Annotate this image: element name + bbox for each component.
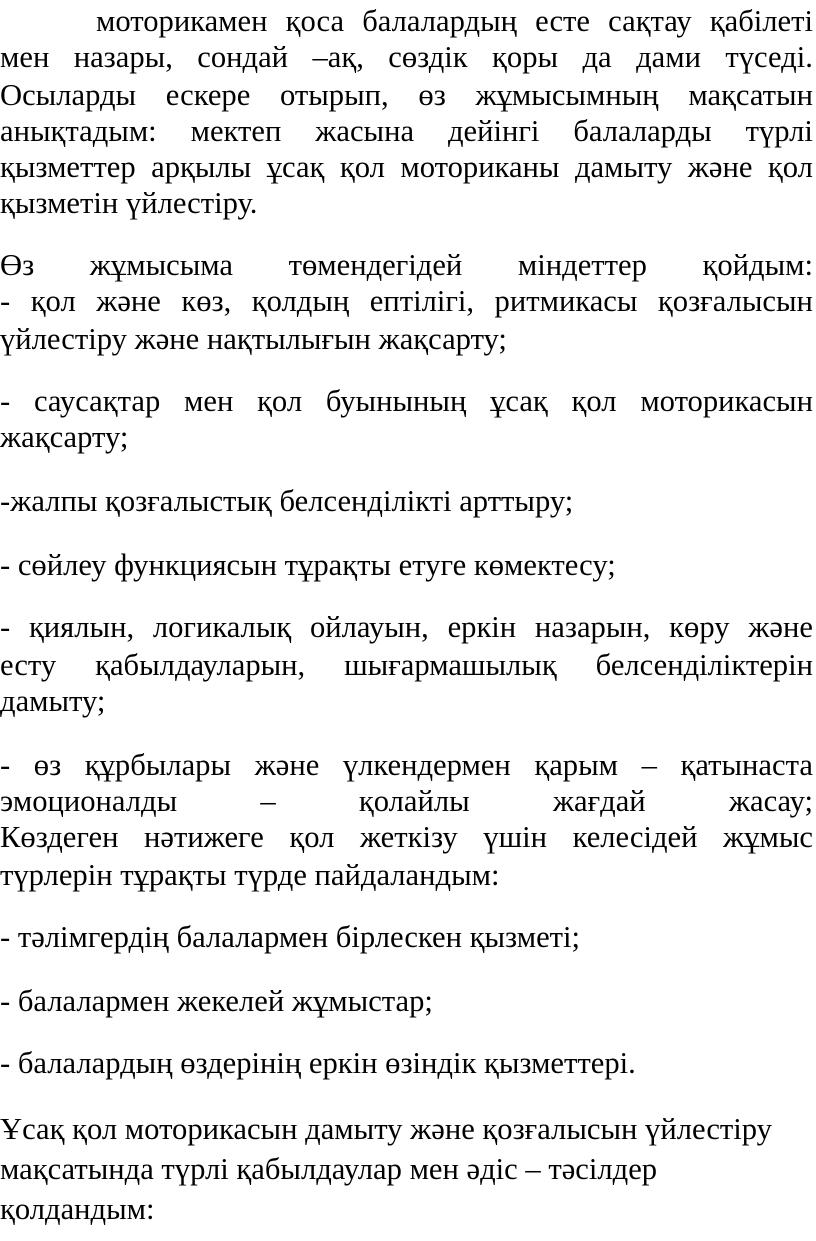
word: моторикамен — [96, 4, 268, 38]
word: есте — [535, 4, 591, 38]
word: – — [260, 784, 276, 818]
word: жасына — [315, 114, 415, 148]
word: міндеттер — [517, 248, 647, 282]
word: және — [687, 150, 753, 184]
word: да — [582, 40, 612, 74]
word: арқылы — [151, 150, 252, 184]
word: Осыларды — [0, 78, 137, 112]
word: және — [96, 284, 161, 318]
word: қол — [571, 384, 617, 418]
word: қабілеті — [709, 4, 813, 38]
word: өз — [33, 748, 62, 782]
paragraph-11-line-3: қолдандым: — [0, 1192, 155, 1226]
paragraph-8: - тәлімгердің балалармен бірлескен қызметі; — [0, 920, 581, 954]
word: қойдым: — [702, 248, 813, 282]
word: жұмыс — [723, 820, 813, 854]
word: балалардың — [362, 4, 517, 38]
word: көз, — [181, 284, 232, 318]
word: және — [254, 748, 320, 782]
word: ұсақ — [490, 384, 548, 418]
word: қолдың — [251, 284, 350, 318]
paragraph-2-line-1 — [0, 248, 813, 284]
paragraph-1-line-5 — [0, 150, 813, 186]
word: ұсақ — [266, 150, 325, 184]
paragraph-6-line-2 — [0, 648, 813, 684]
word: қол — [289, 820, 335, 854]
paragraph-6-line-1 — [0, 610, 813, 646]
word: саусақтар — [33, 384, 161, 418]
paragraph-10: - балалардың өздерінің еркін өзіндік қызметтері. — [0, 1046, 636, 1080]
word: сондай — [197, 40, 289, 74]
word: құрбылары — [84, 748, 232, 782]
paragraph-2-line-2 — [0, 284, 813, 320]
word: сақтау — [608, 4, 692, 38]
word: – — [641, 748, 657, 782]
word: қарым — [534, 748, 619, 782]
paragraph-2-line-3: үйлестіру және нақтылығын жақсарту; — [0, 322, 507, 356]
word: нәтижеге — [144, 820, 264, 854]
word: мен — [0, 40, 50, 74]
word: жасау; — [728, 784, 813, 818]
paragraph-7-line-2 — [0, 784, 813, 820]
paragraph-1-line-6: қызметін үйлестіру. — [0, 186, 258, 220]
word: сөздік — [388, 40, 468, 74]
word: дами — [636, 40, 701, 74]
word: логикалық — [152, 610, 292, 644]
word: ойлауын, — [309, 610, 429, 644]
word: отырып, — [279, 78, 389, 112]
word: ептілігі, — [369, 284, 475, 318]
word: мақсатын — [688, 78, 813, 112]
paragraph-11-line-1: Ұсақ қол моторикасын дамыту және қозғалысын үйлестіру — [0, 1112, 772, 1146]
word: ритмикасы — [494, 284, 638, 318]
word: моторикасын — [640, 384, 813, 418]
word: еркін — [447, 610, 517, 644]
paragraph-4: -жалпы қозғалыстық белсенділікті арттыру; — [0, 484, 574, 518]
word: есту — [0, 648, 57, 682]
word: белсенділіктерін — [595, 648, 813, 682]
word: моториканы — [400, 150, 560, 184]
paragraph-6-line-3: дамыту; — [0, 684, 106, 718]
word: Өз — [0, 248, 35, 282]
word: қатынаста — [680, 748, 813, 782]
word: назарын, — [534, 610, 651, 644]
word: және — [748, 610, 813, 644]
paragraph-1-line-2 — [0, 40, 813, 76]
word: үлкендермен — [342, 748, 511, 782]
word: қозғалысын — [657, 284, 813, 318]
word: Көздеген — [0, 820, 119, 854]
word: жұмысыма — [89, 248, 233, 282]
word: қоры — [492, 40, 559, 74]
word: қызметтер — [0, 150, 136, 184]
word: қолайлы — [358, 784, 470, 818]
word: буынының — [325, 384, 467, 418]
paragraph-9: - балалармен жекелей жұмыстар; — [0, 984, 433, 1018]
word: - — [0, 610, 11, 644]
word: жеткізу — [359, 820, 458, 854]
word: назары, — [73, 40, 173, 74]
word: қиялын, — [28, 610, 135, 644]
word: қол — [767, 150, 813, 184]
word: үшін — [483, 820, 548, 854]
paragraph-5: - сөйлеу функциясын тұрақты етуге көмектесу; — [0, 548, 616, 582]
word: - — [0, 284, 11, 318]
paragraph-3-line-2: жақсарту; — [0, 420, 129, 454]
word: төмендегідей — [288, 248, 463, 282]
word: өз — [418, 78, 446, 112]
word: мектеп — [190, 114, 282, 148]
paragraph-1-line-3 — [0, 78, 813, 114]
word: балаларды — [573, 114, 712, 148]
paragraph-1-line-4 — [0, 114, 813, 150]
word: қол — [30, 284, 76, 318]
word: дейінгі — [447, 114, 540, 148]
word: жұмысымның — [475, 78, 659, 112]
word: –ақ, — [312, 40, 364, 74]
paragraph-7-line-1 — [0, 748, 813, 784]
word: қол — [339, 150, 385, 184]
word: шығармашылық — [344, 648, 557, 682]
paragraph-11-line-2: мақсатында түрлі қабылдаулар мен әдіс – тәсілдер — [0, 1152, 658, 1186]
word: - — [0, 384, 11, 418]
word: түседі. — [725, 40, 813, 74]
word: - — [0, 748, 11, 782]
word: эмоционалды — [0, 784, 178, 818]
paragraph-3-line-1 — [0, 384, 813, 420]
paragraph-1-line-1 — [96, 4, 813, 40]
word: дамыту — [574, 150, 673, 184]
word: мен — [184, 384, 234, 418]
word: келесідей — [572, 820, 698, 854]
paragraph-7-line-3 — [0, 820, 813, 856]
word: түрлі — [745, 114, 813, 148]
word: қоса — [285, 4, 345, 38]
word: қабылдауларын, — [95, 648, 306, 682]
word: ескере — [165, 78, 251, 112]
word: қол — [257, 384, 303, 418]
word: жағдай — [552, 784, 646, 818]
word: көру — [669, 610, 730, 644]
paragraph-7-line-4: түрлерін тұрақты түрде пайдаландым: — [0, 858, 500, 892]
word: анықтадым: — [0, 114, 157, 148]
